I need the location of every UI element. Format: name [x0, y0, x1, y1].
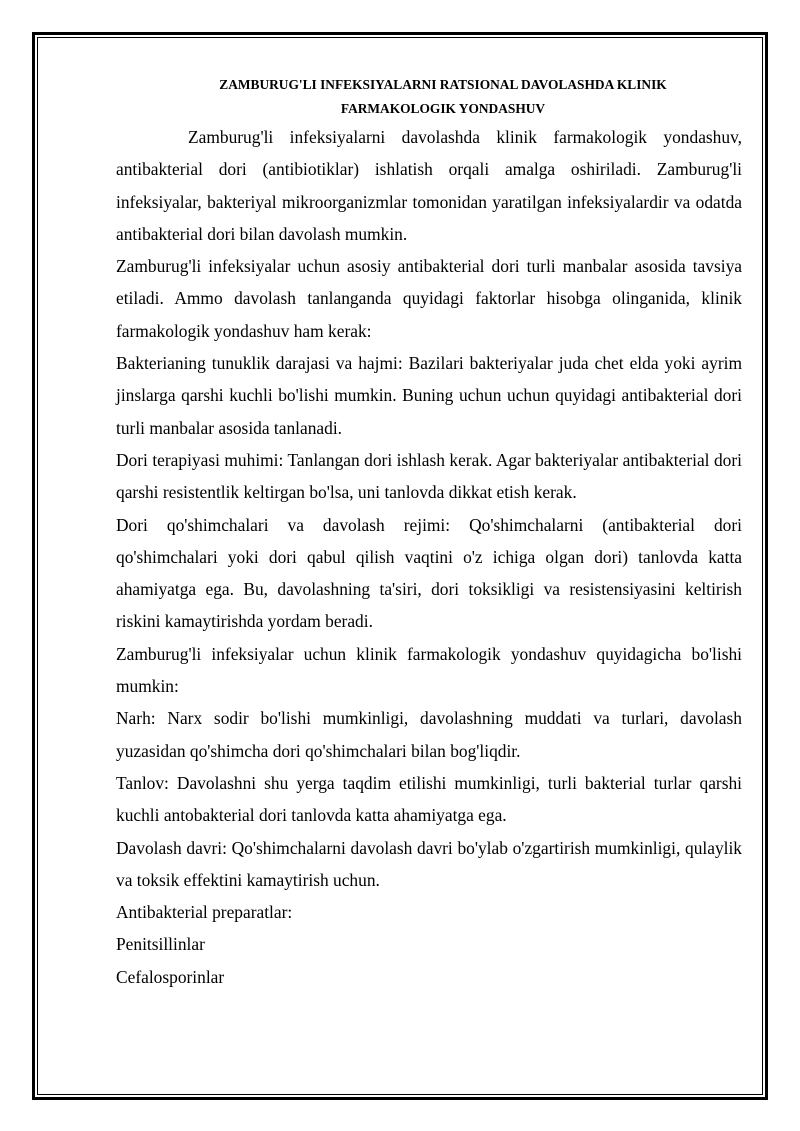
paragraph-bacteria: Bakterianing tunuklik darajasi va hajmi: Bazilari bakteriyalar juda chet elda yoki ayrim jinslarga qarshi kuchli bo'lishi mumkin. Buning uchun uchun quyidagi antibakterial dori turli manbalar asosida tanlanadi. — [116, 353, 742, 438]
paragraph-intro: Zamburug'li infeksiyalarni davolashda klinik farmakologik yondashuv, antibakterial dori (antibiotiklar) ishlatish orqali amalga oshiriladi. Zamburug'li infeksiyalar, bakteriyal mikroorganizmlar tomonidan yaratilgan infeksiyalardir va odatda antibakterial dori bilan davolash mumkin. — [116, 127, 742, 244]
paragraph-price: Narh: Narx sodir bo'lishi mumkinligi, davolashning muddati va turlari, davolash yuzasidan qo'shimcha dori qo'shimchalari bilan bog'liqdir. — [116, 708, 742, 761]
document-body — [116, 73, 742, 993]
paragraph-factors: Zamburug'li infeksiyalar uchun asosiy antibakterial dori turli manbalar asosida tavsiya etiladi. Ammo davolash tanlanganda quyidagi faktorlar hisobga olinganida, klinik farmakologik yondashuv ham kerak: — [116, 256, 742, 341]
paragraph-therapy: Dori terapiyasi muhimi: Tanlangan dori ishlash kerak. Agar bakteriyalar antibakterial dori qarshi resistentlik keltirgan bo'lsa, uni tanlovda dikkat etish kerak. — [116, 449, 742, 503]
document-title — [144, 73, 742, 121]
list-item: Penitsillinlar — [116, 934, 205, 955]
title-line-2: FARMAKOLOGIK YONDASHUV — [340, 101, 546, 116]
title-line-1: ZAMBURUG'LI INFEKSIYALARNI RATSIONAL DAVOLASHDA KLINIK — [219, 77, 667, 92]
list-item: Cefalosporinlar — [116, 966, 225, 987]
paragraph-approach: Zamburug'li infeksiyalar uchun klinik farmakologik yondashuv quyidagicha bo'lishi mumkin: — [116, 643, 742, 697]
paragraph-period: Davolash davri: Qo'shimchalarni davolash davri bo'ylab o'zgartirish mumkinligi, qulaylik va toksik effektini kamaytirish uchun. — [116, 837, 742, 890]
paragraph-supplements: Dori qo'shimchalari va davolash rejimi: Qo'shimchalarni (antibakterial dori qo'shimchalari yoki dori qabul qilish vaqtini o'z ichiga olgan dori) tanlovda katta ahamiyatga ega. Bu, davolashning ta'siri, dori toksikligi va resistensiyasini keltirish riskini kamaytirishda yordam beradi. — [116, 514, 742, 632]
list-heading: Antibakterial preparatlar: — [116, 902, 293, 923]
paragraph-choice: Tanlov: Davolashni shu yerga taqdim etilishi mumkinligi, turli bakterial turlar qarshi kuchli antobakterial dori tanlovda katta ahamiyatga ega. — [116, 772, 742, 826]
